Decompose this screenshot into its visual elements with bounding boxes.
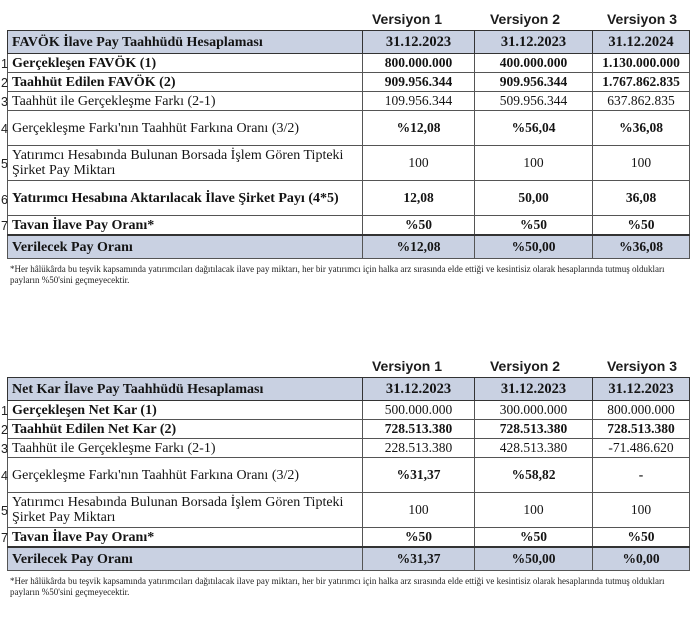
value-cell: %31,37: [363, 458, 475, 493]
row-label: Gerçekleşen FAVÖK (1): [8, 54, 363, 73]
value-cell: %50: [363, 216, 475, 236]
date-cell: 31.12.2024: [593, 31, 690, 54]
value-cell: -: [593, 458, 690, 493]
row-label: Taahhüt ile Gerçekleşme Farkı (2-1): [8, 92, 363, 111]
row-number: 7: [1, 531, 8, 545]
table-row: [8, 401, 690, 420]
value-cell: 909.956.344: [363, 73, 475, 92]
row-number: 4: [1, 122, 8, 136]
value-cell: 909.956.344: [475, 73, 593, 92]
date-cell: 31.12.2023: [475, 31, 593, 54]
row-number: 1: [1, 57, 8, 71]
row-label: Yatırımcı Hesabında Bulunan Borsada İşlem Gören Tipteki Şirket Pay Miktarı: [8, 146, 363, 181]
table-row: [8, 111, 690, 146]
table-row: [8, 54, 690, 73]
version-header-row: [0, 355, 691, 377]
version-2-label: Versiyon 2: [489, 358, 561, 374]
table-row: [8, 73, 690, 92]
row-label: Gerçekleşme Farkı'nın Taahhüt Farkına Oranı (3/2): [8, 111, 363, 146]
favok-table: [7, 30, 690, 259]
value-cell: %50: [593, 216, 690, 236]
row-number: 7: [1, 219, 8, 233]
table-row: [8, 493, 690, 528]
version-3-label: Versiyon 3: [606, 358, 678, 374]
favok-section: [0, 8, 691, 286]
row-number: 3: [1, 95, 8, 109]
row-number: 2: [1, 76, 8, 90]
total-row: [8, 235, 690, 259]
date-cell: 31.12.2023: [363, 378, 475, 401]
table-row: [8, 146, 690, 181]
version-1-label: Versiyon 1: [371, 358, 443, 374]
total-value: %50,00: [475, 547, 593, 571]
value-cell: %50: [363, 528, 475, 548]
value-cell: 100: [593, 493, 690, 528]
value-cell: 100: [593, 146, 690, 181]
row-label: Yatırımcı Hesabında Bulunan Borsada İşlem Gören Tipteki Şirket Pay Miktarı: [8, 493, 363, 528]
value-cell: 1.130.000.000: [593, 54, 690, 73]
row-label: Tavan İlave Pay Oranı*: [8, 216, 363, 236]
table-row: [8, 439, 690, 458]
total-value: %31,37: [363, 547, 475, 571]
value-cell: %50: [475, 528, 593, 548]
value-cell: 800.000.000: [363, 54, 475, 73]
version-1-label: Versiyon 1: [371, 11, 443, 27]
table-row: [8, 216, 690, 236]
total-label: Verilecek Pay Oranı: [8, 235, 363, 259]
total-value: %50,00: [475, 235, 593, 259]
net-kar-section: [0, 355, 691, 598]
row-label: Gerçekleşme Farkı'nın Taahhüt Farkına Oranı (3/2): [8, 458, 363, 493]
footnote: *Her hâlükârda bu teşvik kapsamında yatırımcıları dağıtılacak ilave pay miktarı, her bir yatırımcı için halka arz sırasında elde ettiği ve kesintisiz olarak hesaplarında tutmuş oldukları payların %50'sini geçmeyecektir.: [10, 576, 665, 597]
date-cell: 31.12.2023: [593, 378, 690, 401]
table-row: [8, 420, 690, 439]
row-label: Taahhüt ile Gerçekleşme Farkı (2-1): [8, 439, 363, 458]
value-cell: 637.862.835: [593, 92, 690, 111]
total-label: Verilecek Pay Oranı: [8, 547, 363, 571]
row-number: 6: [1, 193, 8, 207]
value-cell: 400.000.000: [475, 54, 593, 73]
row-label: Taahhüt Edilen FAVÖK (2): [8, 73, 363, 92]
table-row: [8, 458, 690, 493]
row-number: 1: [1, 404, 8, 418]
version-2-label: Versiyon 2: [489, 11, 561, 27]
value-cell: 100: [475, 493, 593, 528]
table-title: FAVÖK İlave Pay Taahhüdü Hesaplaması: [8, 31, 363, 54]
value-cell: %58,82: [475, 458, 593, 493]
row-label: Yatırımcı Hesabına Aktarılacak İlave Şirket Payı (4*5): [8, 181, 363, 216]
value-cell: 728.513.380: [363, 420, 475, 439]
value-cell: 509.956.344: [475, 92, 593, 111]
value-cell: 800.000.000: [593, 401, 690, 420]
net-kar-table: [7, 377, 690, 571]
value-cell: 428.513.380: [475, 439, 593, 458]
total-value: %36,08: [593, 235, 690, 259]
value-cell: %50: [475, 216, 593, 236]
table-header-row: [8, 31, 690, 54]
total-row: [8, 547, 690, 571]
table-header-row: [8, 378, 690, 401]
row-number: 5: [1, 157, 8, 171]
value-cell: 100: [475, 146, 593, 181]
row-number: 2: [1, 423, 8, 437]
table-row: [8, 528, 690, 548]
value-cell: 100: [363, 493, 475, 528]
footnote: *Her hâlükârda bu teşvik kapsamında yatırımcıları dağıtılacak ilave pay miktarı, her bir yatırımcı için halka arz sırasında elde ettiği ve kesintisiz olarak hesaplarında tutmuş oldukları payların %50'sini geçmeyecektir.: [10, 264, 665, 285]
value-cell: 728.513.380: [475, 420, 593, 439]
row-label: Taahhüt Edilen Net Kar (2): [8, 420, 363, 439]
value-cell: 36,08: [593, 181, 690, 216]
value-cell: 500.000.000: [363, 401, 475, 420]
row-number: 4: [1, 469, 8, 483]
table-title: Net Kar İlave Pay Taahhüdü Hesaplaması: [8, 378, 363, 401]
table-row: [8, 92, 690, 111]
value-cell: 109.956.344: [363, 92, 475, 111]
row-number: 5: [1, 504, 8, 518]
total-value: %0,00: [593, 547, 690, 571]
version-header-row: [0, 8, 691, 30]
row-label: Gerçekleşen Net Kar (1): [8, 401, 363, 420]
value-cell: 300.000.000: [475, 401, 593, 420]
row-number: 3: [1, 442, 8, 456]
value-cell: 1.767.862.835: [593, 73, 690, 92]
version-3-label: Versiyon 3: [606, 11, 678, 27]
value-cell: %36,08: [593, 111, 690, 146]
value-cell: 228.513.380: [363, 439, 475, 458]
date-cell: 31.12.2023: [475, 378, 593, 401]
value-cell: -71.486.620: [593, 439, 690, 458]
value-cell: %56,04: [475, 111, 593, 146]
table-row: [8, 181, 690, 216]
value-cell: 50,00: [475, 181, 593, 216]
total-value: %12,08: [363, 235, 475, 259]
value-cell: 12,08: [363, 181, 475, 216]
value-cell: 728.513.380: [593, 420, 690, 439]
value-cell: 100: [363, 146, 475, 181]
value-cell: %50: [593, 528, 690, 548]
value-cell: %12,08: [363, 111, 475, 146]
row-label: Tavan İlave Pay Oranı*: [8, 528, 363, 548]
date-cell: 31.12.2023: [363, 31, 475, 54]
